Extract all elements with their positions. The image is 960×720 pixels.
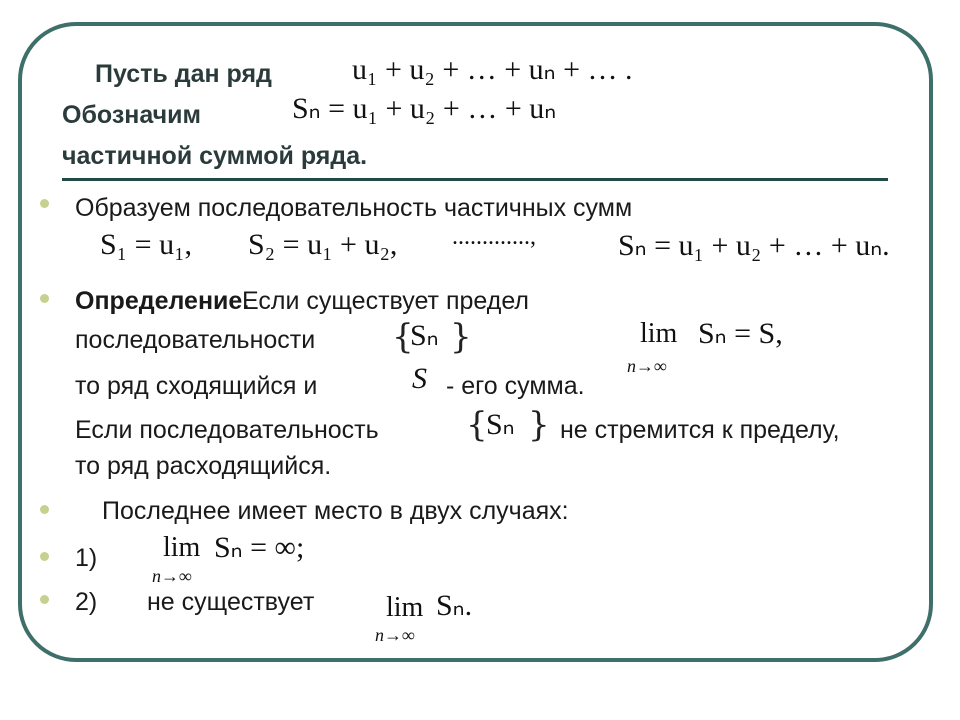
case-2-expression: Sₙ. [436,589,473,622]
bullet-dot [40,199,49,208]
bullet-dot [40,294,49,303]
bullet-dot [40,595,49,604]
series-formula: u₁ + u₂ + … + uₙ + … . [352,53,633,86]
lim-word: lim [386,592,424,623]
right-brace: } [528,405,550,445]
definition-line-2: последовательности [75,326,316,354]
header-divider [62,178,888,181]
left-brace: { [466,405,488,445]
definition-line-3a: то ряд сходящийся и [75,372,318,400]
formula-sn: Sₙ = u₁ + u₂ + … + uₙ. [618,229,890,262]
lim-subscript: n→∞ [375,625,415,645]
bullet-dot [40,505,49,514]
lim-expression: Sₙ = S, [698,317,783,350]
definition-line-4a: Если последовательность [75,416,379,444]
case-2-number: 2) [75,588,98,616]
sum-symbol-s: S [412,362,427,395]
right-brace: } [450,317,472,357]
lim-word: lim [640,318,678,349]
lim-subscript: n→∞ [152,566,192,586]
title-line-3: частичной суммой ряда. [62,142,368,170]
definition-line-3b: - его сумма. [446,372,585,400]
formula-dots: ............., [452,224,536,250]
lim-word: lim [163,532,201,563]
definition-label: Определение. [75,287,250,315]
bullet-dot [40,552,49,561]
left-brace: { [392,317,414,357]
lim-subscript: n→∞ [627,356,667,376]
formula-s2: S₂ = u₁ + u₂, [248,228,398,261]
bullet-3-text: Последнее имеет место в двух случаях: [102,497,569,525]
case-2-text: не существует [147,588,315,616]
definition-line-4b: не стремится к пределу, [560,416,840,444]
sequence-sn: Sₙ [410,319,439,352]
title-line-1: Пусть дан ряд [95,60,272,88]
partial-sum-formula: Sₙ = u₁ + u₂ + … + uₙ [292,92,557,125]
definition-line-1: Если существует предел [242,287,529,315]
title-line-2: Обозначим [62,101,202,129]
sequence-sn: Sₙ [486,408,515,441]
case-1-number: 1) [75,544,98,572]
definition-line-5: то ряд расходящийся. [75,452,332,480]
case-1-expression: Sₙ = ∞; [214,531,305,564]
bullet-1-text: Образуем последовательность частичных сумм [75,194,633,222]
formula-s1: S₁ = u₁, [100,228,193,261]
